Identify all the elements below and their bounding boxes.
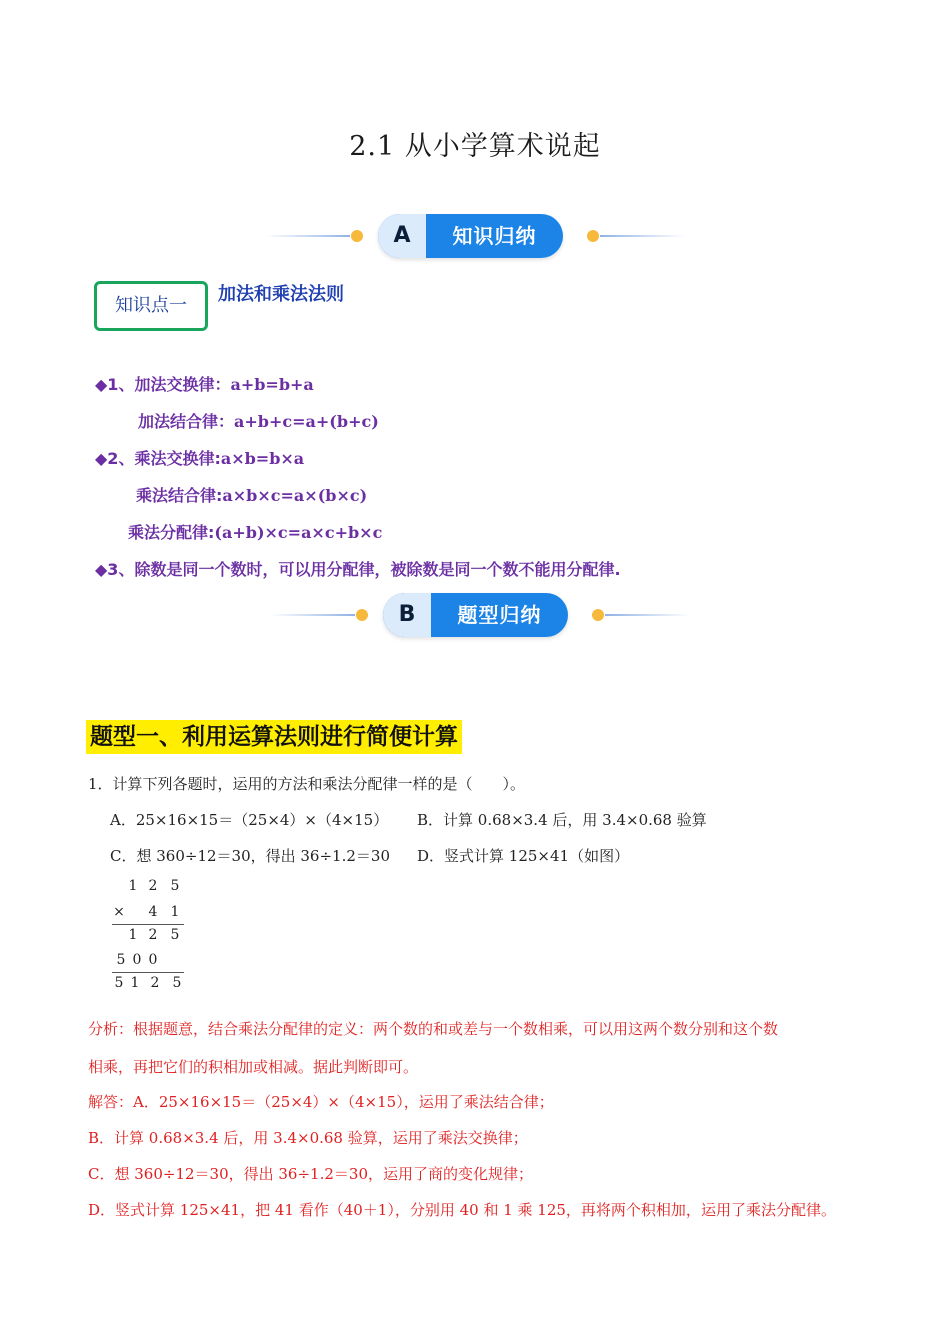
rule-prefix: ◆3、除数是同一个数时，可以用分配律，被除数是同一个数不能用分配律. bbox=[95, 560, 621, 579]
banner-dot-right bbox=[592, 609, 604, 621]
banner-line-right bbox=[605, 614, 690, 616]
calc-operator: × bbox=[113, 904, 125, 920]
calc-digit: 5 bbox=[114, 975, 124, 991]
section-heading: 题型一、利用运算法则进行简便计算 bbox=[86, 720, 462, 754]
banner-label: 题型归纳 bbox=[457, 603, 542, 627]
knowledge-point-title: 加法和乘法法则 bbox=[218, 284, 344, 305]
banner-line-left bbox=[270, 614, 355, 616]
option-c: C．想 360÷12＝30，得出 36÷1.2＝30 bbox=[110, 847, 390, 865]
page-title: 2.1 从小学算术说起 bbox=[349, 131, 601, 162]
calc-digit: 5 bbox=[170, 878, 180, 894]
rule-formula: (a+b)×c=a×c+b×c bbox=[214, 523, 383, 542]
section-banner-a bbox=[265, 211, 685, 261]
rule-addition-commutative bbox=[95, 372, 314, 395]
banner-line-left bbox=[265, 235, 350, 237]
rule-formula: a×b×c=a×(b×c) bbox=[222, 486, 368, 505]
answer-d: D．竖式计算 125×41，把 41 看作（40＋1），分别用 40 和 1 乘 125，再将两个积相加，运用了乘法分配律。 bbox=[88, 1201, 836, 1219]
calc-digit: 4 bbox=[148, 904, 158, 920]
calc-digit: 1 bbox=[130, 975, 140, 991]
banner-line-right bbox=[600, 235, 685, 237]
analysis-line-1: 分析：根据题意，结合乘法分配律的定义：两个数的和或差与一个数相乘，可以用这两个数分别和这个数 bbox=[88, 1020, 779, 1038]
calc-row-product bbox=[112, 975, 184, 997]
rule-multiplication-distributive bbox=[128, 520, 382, 543]
banner-letter: A bbox=[378, 214, 426, 258]
calc-digit: 2 bbox=[150, 975, 160, 991]
option-b: B．计算 0.68×3.4 后，用 3.4×0.68 验算 bbox=[417, 811, 707, 829]
section-banner-b bbox=[270, 590, 690, 640]
rule-formula: a×b=b×a bbox=[220, 449, 305, 468]
answer-c: C．想 360÷12＝30，得出 36÷1.2＝30，运用了商的变化规律； bbox=[88, 1165, 533, 1183]
banner-label: 知识归纳 bbox=[452, 224, 537, 248]
rule-multiplication-associative bbox=[136, 483, 367, 506]
analysis-line-2: 相乘，再把它们的积相加或相减。据此判断即可。 bbox=[88, 1058, 419, 1076]
calc-digit: 0 bbox=[132, 952, 142, 968]
rule-formula: a+b=b+a bbox=[230, 375, 314, 394]
banner-letter: B bbox=[383, 593, 431, 637]
calc-digit: 5 bbox=[172, 975, 182, 991]
banner-dot-left bbox=[351, 230, 363, 242]
calc-digit: 2 bbox=[148, 927, 158, 943]
option-a: A．25×16×15＝（25×4）×（4×15） bbox=[110, 811, 389, 829]
calc-digit: 5 bbox=[116, 952, 126, 968]
banner-dot-right bbox=[587, 230, 599, 242]
banner-pill bbox=[378, 214, 563, 258]
rule-division-note bbox=[95, 557, 621, 580]
vertical-calculation-figure bbox=[112, 876, 184, 996]
banner-pill bbox=[383, 593, 568, 637]
rule-multiplication-commutative bbox=[95, 446, 304, 469]
calc-divider bbox=[112, 972, 184, 973]
calc-row-partial-1 bbox=[112, 927, 184, 949]
calc-digit: 5 bbox=[170, 927, 180, 943]
rule-prefix: 乘法结合律: bbox=[136, 486, 223, 505]
calc-digit: 1 bbox=[128, 878, 138, 894]
calc-row-multiplier bbox=[112, 904, 184, 926]
rule-prefix: 加法结合律： bbox=[138, 412, 235, 431]
rule-addition-associative bbox=[138, 409, 379, 432]
calc-row-partial-2 bbox=[112, 952, 184, 974]
option-d: D．竖式计算 125×41（如图） bbox=[417, 847, 630, 865]
rule-prefix: ◆2、乘法交换律: bbox=[95, 449, 221, 468]
rule-prefix: 乘法分配律: bbox=[128, 523, 215, 542]
answer-a: 解答：A．25×16×15＝（25×4）×（4×15），运用了乘法结合律； bbox=[88, 1093, 554, 1111]
answer-b: B．计算 0.68×3.4 后，用 3.4×0.68 验算，运用了乘法交换律； bbox=[88, 1129, 528, 1147]
calc-divider bbox=[112, 924, 184, 925]
calc-digit: 0 bbox=[148, 952, 158, 968]
rule-prefix: ◆1、加法交换律： bbox=[95, 375, 231, 394]
calc-row-multiplicand bbox=[112, 878, 184, 900]
calc-digit: 1 bbox=[170, 904, 180, 920]
calc-digit: 2 bbox=[148, 878, 158, 894]
banner-dot-left bbox=[356, 609, 368, 621]
rule-formula: a+b+c=a+(b+c) bbox=[234, 412, 379, 431]
calc-digit: 1 bbox=[128, 927, 138, 943]
knowledge-point-box: 知识点一 bbox=[94, 281, 208, 331]
question-stem: 1．计算下列各题时，运用的方法和乘法分配律一样的是（ ）。 bbox=[88, 775, 526, 793]
